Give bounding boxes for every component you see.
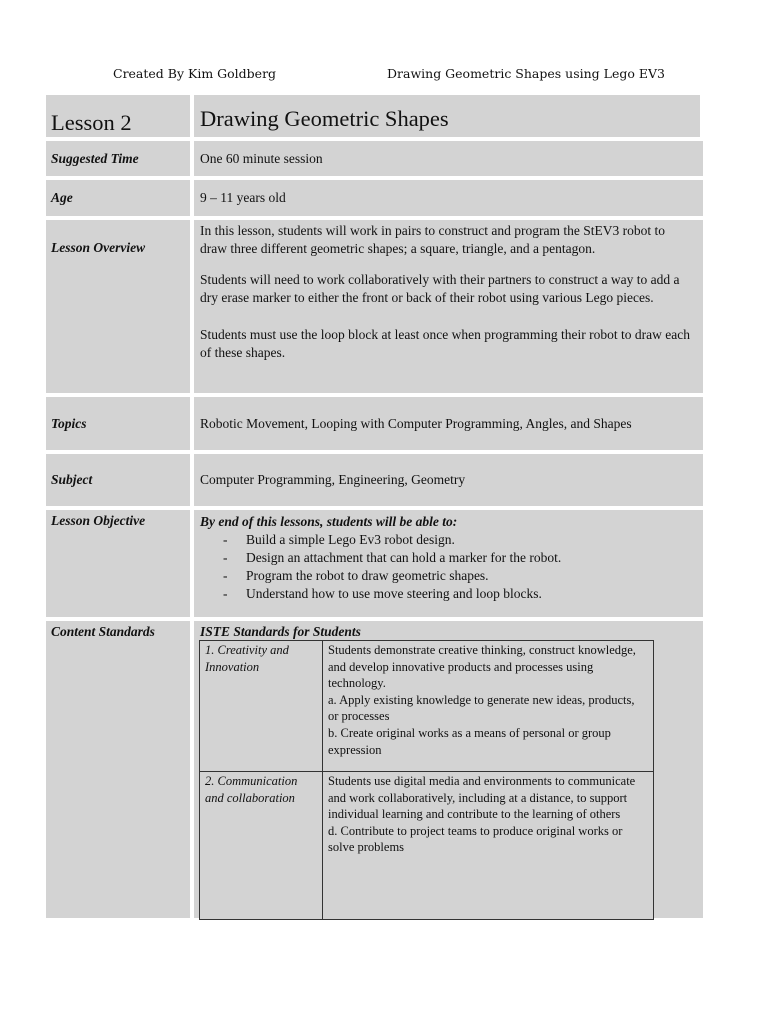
age-label: Age [46, 180, 190, 216]
standard-row [200, 772, 654, 920]
subject-value: Computer Programming, Engineering, Geometry [194, 454, 703, 506]
objective-item: - Understand how to use move steering and loop blocks. [200, 585, 695, 603]
standards-heading: ISTE Standards for Students [200, 624, 361, 639]
overview-paragraph-1: In this lesson, students will work in pairs to construct and program the StEV3 robot to draw three different geometric shapes; a square, triangle, and a pentagon. [200, 223, 665, 256]
standard-category: 1. Creativity and Innovation [200, 641, 323, 772]
standard-line: d. Contribute to project teams to produce original works or solve problems [328, 823, 623, 855]
content-standards-label: Content Standards [46, 621, 190, 918]
overview-paragraph-2: Students will need to work collaboratively with their partners to construct a way to add a dry erase marker to either the front or back of their robot using various Lego pieces. [200, 272, 680, 305]
standard-row [200, 641, 654, 772]
topics-value: Robotic Movement, Looping with Computer Programming, Angles, and Shapes [194, 397, 703, 450]
standard-description [323, 641, 654, 772]
lesson-overview-label: Lesson Overview [46, 220, 190, 393]
suggested-time-label: Suggested Time [46, 141, 190, 176]
objective-item: - Design an attachment that can hold a marker for the robot. [200, 549, 695, 567]
objective-item: - Build a simple Lego Ev3 robot design. [200, 531, 695, 549]
suggested-time-row [46, 141, 703, 176]
lesson-overview-row [46, 220, 703, 393]
age-row [46, 180, 703, 216]
header-author: Created By Kim Goldberg [113, 66, 277, 81]
standard-category: 2. Communication and collaboration [200, 772, 323, 920]
content-standards-row [46, 621, 703, 918]
standard-line: Students use digital media and environments to communicate and work collaboratively, including at a distance, to support individual learning and contribute to the learning of others [328, 774, 636, 822]
subject-row [46, 454, 703, 506]
topics-label: Topics [46, 397, 190, 450]
objective-list [200, 531, 695, 603]
age-value: 9 – 11 years old [194, 180, 703, 216]
standard-line: a. Apply existing knowledge to generate new ideas, products, or processes [328, 692, 635, 724]
content-standards-value [194, 621, 703, 918]
lesson-table [46, 95, 703, 922]
overview-paragraph-3: Students must use the loop block at least once when programming their robot to draw each of these shapes. [200, 327, 691, 360]
standard-description [323, 772, 654, 920]
subject-label: Subject [46, 454, 190, 506]
topics-row [46, 397, 703, 450]
lesson-objective-label: Lesson Objective [46, 510, 190, 617]
objective-heading: By end of this lessons, students will be able to: [200, 514, 458, 529]
lesson-objective-value [194, 510, 703, 617]
lesson-number: Lesson 2 [46, 95, 190, 137]
standard-line: b. Create original works as a means of personal or group expression [328, 725, 611, 757]
lesson-objective-row [46, 510, 703, 617]
lesson-title: Drawing Geometric Shapes [194, 95, 700, 137]
header-doc-title: Drawing Geometric Shapes using Lego EV3 [387, 66, 665, 81]
standards-table [199, 640, 654, 920]
standard-line: Students demonstrate creative thinking, construct knowledge, and develop innovative products and processes using technology. [328, 643, 636, 691]
objective-item: - Program the robot to draw geometric shapes. [200, 567, 695, 585]
lesson-title-row [46, 95, 703, 137]
suggested-time-value: One 60 minute session [194, 141, 703, 176]
lesson-overview-value [194, 220, 703, 393]
